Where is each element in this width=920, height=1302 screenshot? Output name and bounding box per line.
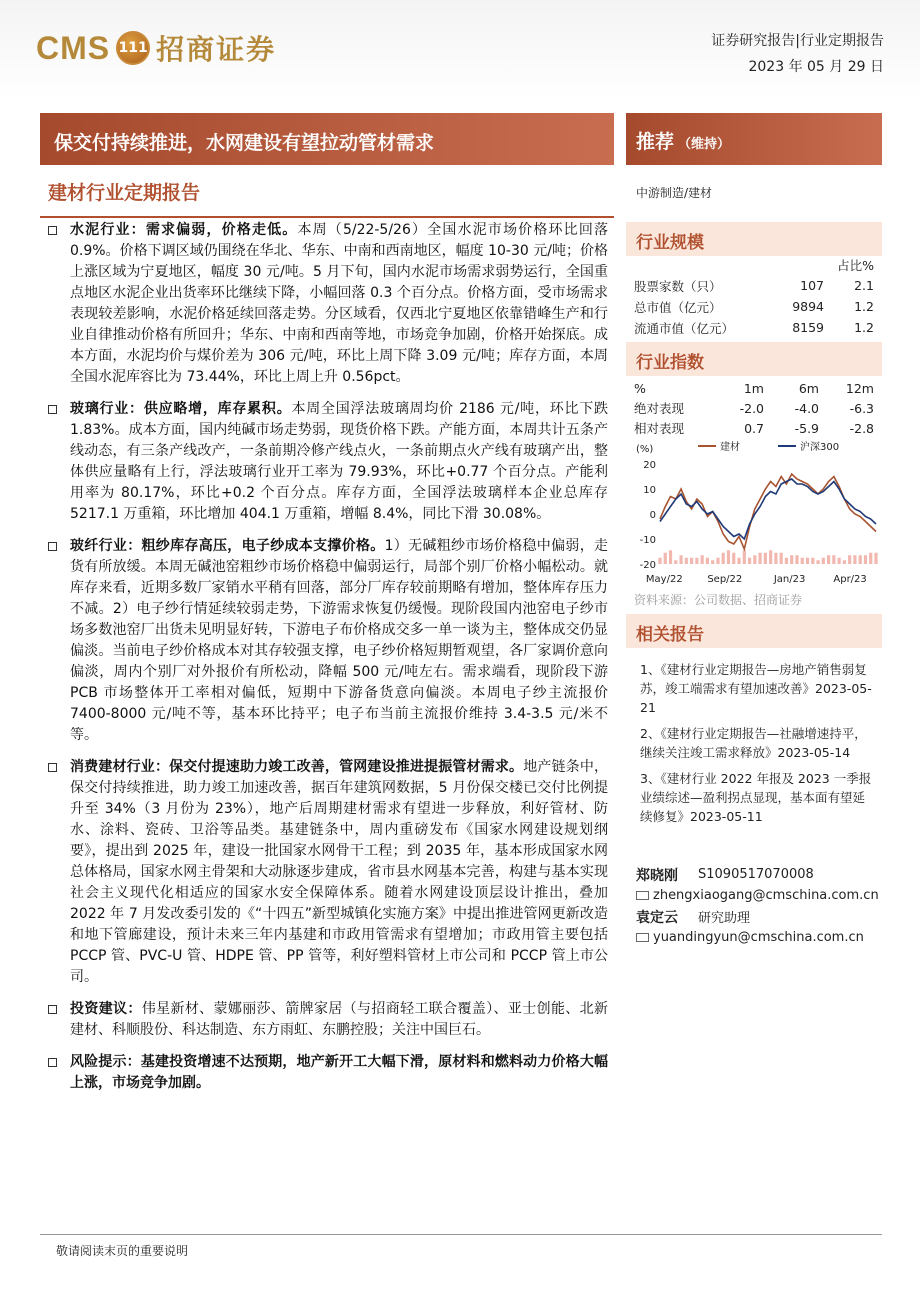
bullet-box <box>48 405 57 414</box>
mail-icon <box>636 933 649 942</box>
logo-badge-icon: 111 <box>116 31 150 65</box>
excess-return-bar <box>785 558 788 564</box>
analyst-row <box>636 906 882 927</box>
scale-label: 股票家数（只） <box>634 278 722 294</box>
excess-return-bar <box>743 550 746 564</box>
excess-return-bar <box>674 560 677 564</box>
chart-ylabel: (%) <box>636 444 654 455</box>
excess-return-bar <box>827 555 830 564</box>
related-reports <box>640 660 876 833</box>
excess-return-bar <box>664 553 667 564</box>
excess-return-bar <box>748 558 751 564</box>
scale-label: 总市值（亿元） <box>634 299 722 315</box>
bullet-box <box>48 763 57 772</box>
index-performance-chart <box>632 436 882 588</box>
excess-return-bar <box>727 550 730 564</box>
excess-return-bar <box>669 550 672 564</box>
excess-return-bar <box>774 553 777 564</box>
section-text: 本周全国浮法玻璃周均价 2186 元/吨，环比下跌 1.83%。成本方面，国内纯碱市场走势弱，现货价格下跌。产能方面，本周共计五条产线动态，有三条产线改产，一条前期冷修产线点火，一条前期点火产线有玻璃产出，整体供应量略有上行，浮法玻璃行业开工率为 79.93%，环比+0.77 个百分点。产能利用率为 80.17%，环比+0.2 个百分点。库存方面，全国浮法玻璃样本企业总库存 5217.1 万重箱，环比增加 404.1 万重箱，增幅 8.4%，同比下滑 30.08%。 <box>70 401 608 522</box>
scale-value: 107 <box>800 278 824 293</box>
table-row <box>634 275 874 296</box>
report-type: 证券研究报告|行业定期报告 <box>711 33 884 49</box>
scale-unit-header: 占比% <box>837 257 874 273</box>
index-value: -2.8 <box>849 420 874 436</box>
table-row <box>634 418 874 438</box>
excess-return-bar <box>737 558 740 564</box>
footer-divider <box>40 1234 882 1235</box>
table-row <box>634 296 874 317</box>
scale-header-row <box>634 254 874 275</box>
analyst-email[interactable]: zhengxiaogang@cmschina.com.cn <box>653 888 879 903</box>
excess-return-bar <box>685 558 688 564</box>
index-value: -2.0 <box>739 400 764 416</box>
excess-return-bar <box>859 555 862 564</box>
excess-return-bar <box>690 558 693 564</box>
index-value: -6.3 <box>849 400 874 416</box>
list-item[interactable]: 3、《建材行业 2022 年报及 2023 一季报业绩综述—盈利拐点显现，基本面有望延续修复》2023-05-11 <box>640 771 872 824</box>
excess-return-bar <box>711 560 714 564</box>
y-tick-label: 20 <box>643 460 656 471</box>
analyst-block <box>636 864 882 948</box>
section-lead: 风险提示：基建投资增速不达预期，地产新开工大幅下滑，原材料和燃料动力价格大幅上涨，市场竞争加剧。 <box>70 1054 608 1091</box>
section-fiberglass <box>48 536 608 746</box>
excess-return-bar <box>701 555 704 564</box>
excess-return-bar <box>811 558 814 564</box>
section-text: 本周（5/22-5/26）全国水泥市场价格环比回落 0.9%。价格下调区域仍围绕在华北、华东、中南和西南地区，幅度 10-30 元/吨；价格上涨区域为宁夏地区，幅度 30 元/吨。5 月下旬，国内水泥市场需求弱势运行，全国重点地区水泥企业出货率环比继续下降，小幅回落 0.3 个百分点。价格方面，受市场需求表现较差影响，水泥价格延续回落走势。分区域看，仅西北宁夏地区依靠错峰生产和行业自律推动价格有所回升；华东、中南和西南等地，市场竞争加剧，价格开始探底。成本方面，水泥均价与煤价差为 306 元/吨，环比上周下降 3.09 元/吨；库存方面，本周全国水泥库容比为 73.44%，环比上周上升 0.56pct。 <box>70 222 608 385</box>
series-line-jiancai <box>660 474 876 549</box>
index-header-row <box>634 378 874 398</box>
table-row <box>634 398 874 418</box>
index-col-header: 1m <box>743 380 764 396</box>
logo-cn-text: 招商证券 <box>156 33 277 66</box>
bullet-box <box>48 542 57 551</box>
logo-cms-text: CMS <box>36 29 111 66</box>
excess-return-bar <box>790 555 793 564</box>
analyst-row <box>636 864 882 885</box>
excess-return-bar <box>658 558 661 564</box>
index-value: 0.7 <box>744 420 764 436</box>
rating-sub: （维持） <box>678 137 731 152</box>
excess-return-bar <box>732 553 735 564</box>
excess-return-bar <box>764 553 767 564</box>
list-item[interactable]: 1、《建材行业定期报告—房地产销售弱复苏，竣工端需求有望加速改善》2023-05-21 <box>640 662 872 715</box>
analyst-id: S1090517070008 <box>698 867 814 882</box>
section-lead: 水泥行业：需求偏弱，价格走低。 <box>70 222 298 238</box>
y-tick-label: -20 <box>639 560 656 571</box>
excess-return-bar <box>864 555 867 564</box>
excess-return-bar <box>695 558 698 564</box>
scale-value: 8159 <box>792 320 824 335</box>
report-subtitle: 建材行业定期报告 <box>48 182 201 204</box>
excess-return-bar <box>716 558 719 564</box>
excess-return-bar <box>795 555 798 564</box>
section-cement <box>48 220 608 388</box>
section-lead: 投资建议： <box>70 1001 142 1017</box>
section-consumer-materials <box>48 757 608 988</box>
excess-return-bar <box>801 558 804 564</box>
y-tick-label: 0 <box>649 510 656 521</box>
bullet-box <box>48 226 57 235</box>
rating-main: 推荐 <box>636 131 675 153</box>
scale-table <box>634 254 874 338</box>
scale-heading: 行业规模 <box>626 222 882 256</box>
excess-return-bar <box>722 553 725 564</box>
x-tick-label: May/22 <box>645 574 683 585</box>
analyst-email-row <box>636 885 882 906</box>
section-lead: 玻纤行业：粗纱库存高压，电子纱成本支撑价格。 <box>70 538 385 554</box>
x-tick-label: Sep/22 <box>707 574 743 585</box>
index-col-header: 12m <box>845 380 874 396</box>
analyst-role: 研究助理 <box>698 911 751 926</box>
analyst-name: 袁定云 <box>636 909 678 926</box>
report-title: 保交付持续推进，水网建设有望拉动管材需求 <box>40 113 614 165</box>
x-tick-label: Jan/23 <box>773 574 806 585</box>
excess-return-bar <box>874 553 877 564</box>
excess-return-bar <box>753 555 756 564</box>
excess-return-bar <box>853 555 856 564</box>
sector-label: 中游制造/建材 <box>636 186 713 200</box>
bullet-box <box>48 1058 57 1067</box>
scale-value: 9894 <box>792 299 824 314</box>
company-logo <box>36 28 276 68</box>
excess-return-bar <box>806 558 809 564</box>
scale-share: 1.2 <box>854 299 874 314</box>
section-text: 1）无碱粗纱市场价格稳中偏弱，走货有所放缓。本周无碱池窑粗纱市场价格稳中偏弱运行，局部个别厂价格小幅松动。就库存来看，近期多数厂家销水平稍有回落，部分厂库存较前期略有增加，整体库存压力不减。2）电子纱行情延续较弱走势，下游需求恢复仍缓慢。现阶段国内池窑电子纱市场多数池窑厂出货未见明显好转，下游电子布价格成交多一单一谈为主，整体成交仍显偏淡。当前电子纱价格成本对其存较强支撑，电子纱价格短期暂观望，各厂家调价意向偏淡，周内个别厂对外报价有所松动，降幅 500 元/吨左右。需求端看，现阶段下游 PCB 市场整体开工率相对偏低，短期中下游备货意向偏淡。本周电子纱主流报价 7400-8000 元/吨不等，基本环比持平；电子布当前主流报价维持 3.4-3.5 元/米不等。 <box>70 538 608 743</box>
excess-return-bar <box>838 558 841 564</box>
excess-return-bar <box>832 555 835 564</box>
bullet-box <box>48 1005 57 1014</box>
excess-return-bar <box>758 553 761 564</box>
y-tick-label: -10 <box>639 535 656 546</box>
report-body <box>48 220 608 1105</box>
index-table <box>634 378 874 438</box>
scale-label: 流通市值（亿元） <box>634 320 735 336</box>
title-divider <box>40 216 614 218</box>
section-risk <box>48 1052 608 1094</box>
legend-hs300: 沪深300 <box>800 442 840 453</box>
excess-return-bar <box>848 555 851 564</box>
y-tick-label: 10 <box>643 485 656 496</box>
page-header <box>0 0 920 100</box>
index-value: -5.9 <box>794 420 819 436</box>
legend-jiancai: 建材 <box>720 442 740 453</box>
scale-share: 1.2 <box>854 320 874 335</box>
index-heading: 行业指数 <box>626 342 882 376</box>
excess-return-bar <box>869 553 872 564</box>
section-glass <box>48 399 608 525</box>
rating-banner <box>626 113 882 165</box>
section-text: 地产链条中，保交付持续推进，助力竣工加速改善，据百年建筑网数据，5 月份保交楼已交付比例提升至 34%（3 月份为 23%），地产后周期建材需求有望进一步释放，利好管材、防水、涂料、瓷砖、卫浴等品类。基建链条中，周内重磅发布《国家水网建设规划纲要》，提出到 2025 年，建设一批国家水网骨干工程；到 2035 年，基本形成国家水网总体格局，国家水网主骨架和大动脉逐步建成，省市县水网基本完善，构建与基本实现社会主义现代化相适应的国家水安全保障体系。随着水网建设顶层设计推出，叠加 2022 年 7 月发改委引发的《“十四五”新型城镇化实施方案》中提出推进管网更新改造和地下管廊建设，预计未来三年内基建和市政用管需求有望增加；市政用管主要包括 PCCP 管、PVC-U 管、HDPE 管、PP 管等，利好塑料管材上市公司和 PCCP 管上市公司。 <box>70 759 608 985</box>
excess-return-bar <box>822 558 825 564</box>
mail-icon <box>636 891 649 900</box>
index-col-header: 6m <box>798 380 819 396</box>
chart-source: 资料来源：公司数据、招商证券 <box>634 593 803 607</box>
table-row <box>634 317 874 338</box>
index-col-header: % <box>634 380 646 396</box>
analyst-email[interactable]: yuandingyun@cmschina.com.cn <box>653 930 864 945</box>
index-label: 相对表现 <box>634 421 685 436</box>
footer-note: 敬请阅读末页的重要说明 <box>56 1244 189 1258</box>
index-label: 绝对表现 <box>634 401 685 416</box>
excess-return-bar <box>679 555 682 564</box>
x-tick-label: Apr/23 <box>833 574 867 585</box>
report-date: 2023 年 05 月 29 日 <box>748 59 884 75</box>
analyst-name: 郑晓刚 <box>636 867 678 884</box>
excess-return-bar <box>706 558 709 564</box>
list-item[interactable]: 2、《建材行业定期报告—社融增速持平，继续关注竣工需求释放》2023-05-14 <box>640 726 867 760</box>
section-lead: 玻璃行业：供应略增，库存累积。 <box>70 401 292 417</box>
related-heading: 相关报告 <box>626 614 882 648</box>
excess-return-bar <box>816 560 819 564</box>
section-text: 伟星新材、蒙娜丽莎、箭牌家居（与招商轻工联合覆盖）、亚士创能、北新建材、科顺股份、科达制造、东方雨虹、东鹏控股；关注中国巨石。 <box>70 1001 609 1038</box>
excess-return-bar <box>780 553 783 564</box>
excess-return-bar <box>843 560 846 564</box>
excess-return-bar <box>769 550 772 564</box>
section-investment-advice <box>48 999 608 1041</box>
analyst-email-row <box>636 927 882 948</box>
section-lead: 消费建材行业：保交付提速助力竣工改善，管网建设推进提振管材需求。 <box>70 759 524 775</box>
index-value: -4.0 <box>794 400 819 416</box>
scale-share: 2.1 <box>854 278 874 293</box>
